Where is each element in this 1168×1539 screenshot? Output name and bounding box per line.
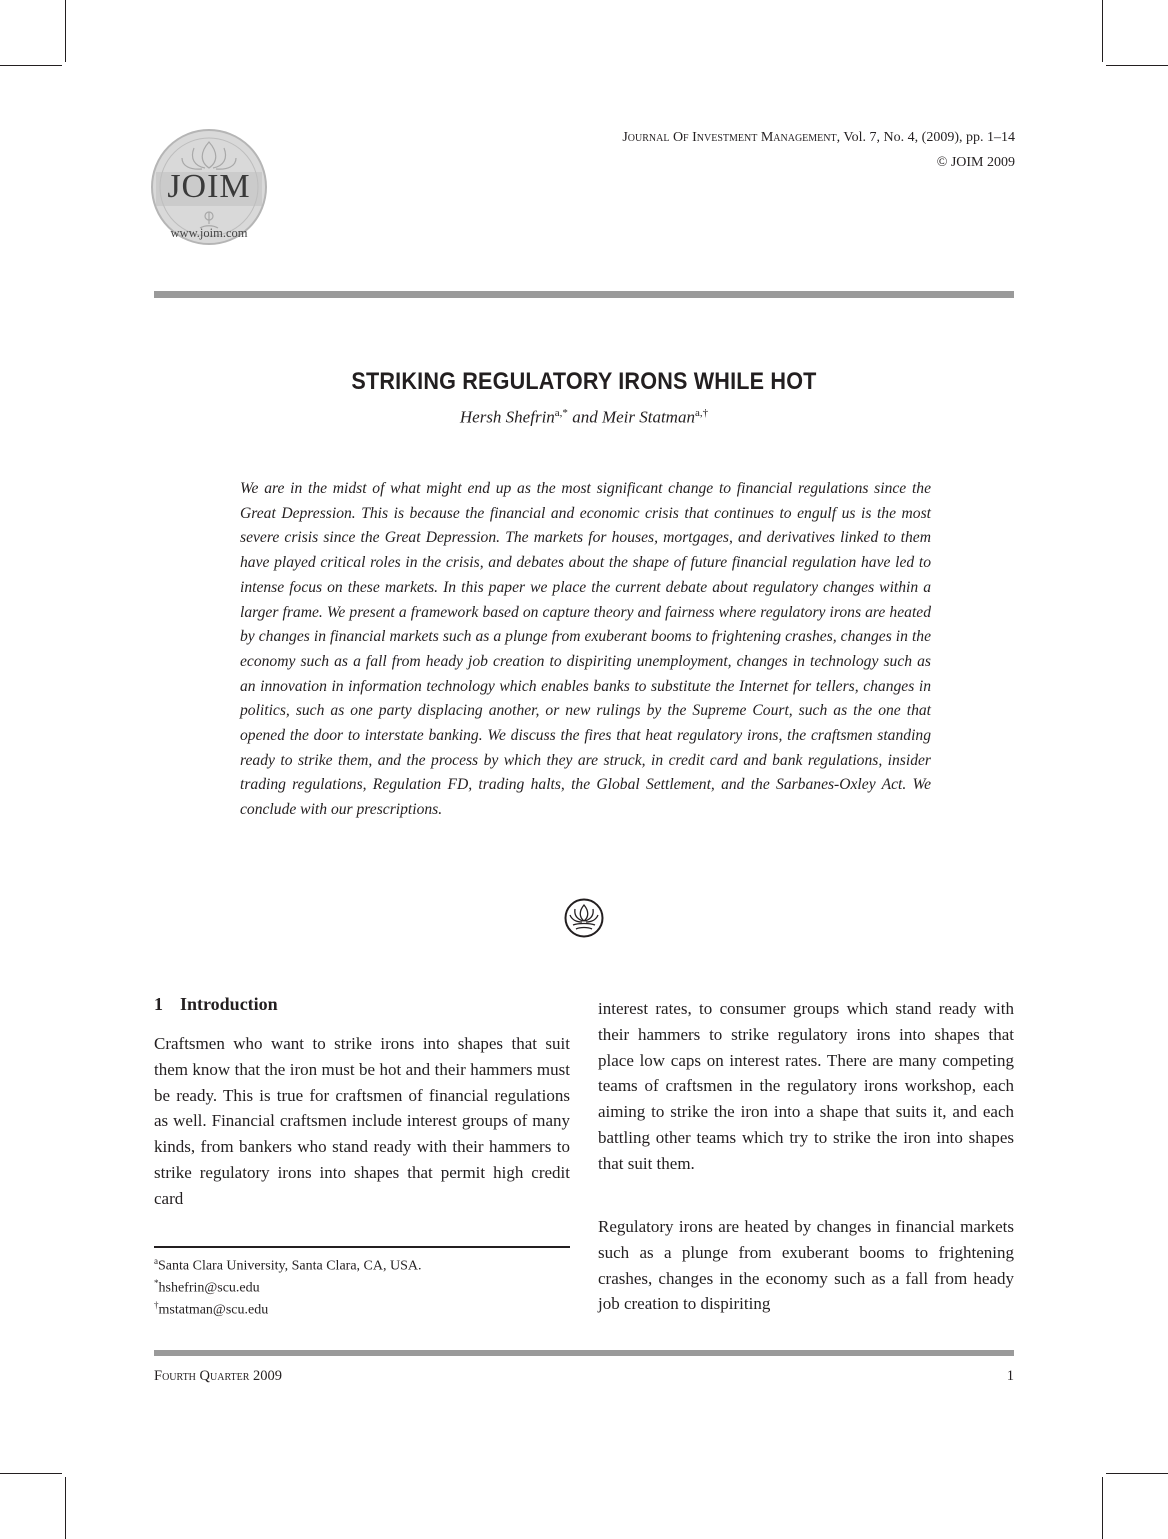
site-url: www.joim.com <box>170 226 248 240</box>
footnote-text: Santa Clara University, Santa Clara, CA, USA. <box>158 1258 422 1274</box>
citation-details: , Vol. 7, No. 4, (2009), pp. 1–14 <box>836 130 1015 145</box>
crop-mark <box>65 1477 66 1539</box>
crop-mark <box>65 0 66 62</box>
author-affiliation-mark: a,† <box>694 407 709 419</box>
logo-text: JOIM <box>167 168 251 205</box>
footnote-mark: * <box>154 1278 159 1288</box>
footnote-mark: † <box>154 1300 159 1310</box>
crop-mark <box>1106 65 1168 66</box>
author-line <box>154 407 1014 428</box>
body-paragraph: Craftsmen who want to strike irons into shapes that suit them know that the iron must be hot and their hammers must be ready. This is true for craftsmen of financial regulations as well. Financial craftsmen include interest groups of many kinds, from bankers who stand ready with their hammers to strike regulatory irons into shapes that permit high credit card <box>154 1034 570 1208</box>
journal-name: Journal Of Investment Management <box>622 130 837 145</box>
footnote-text: mstatman@scu.edu <box>158 1302 269 1318</box>
section-number: 1 <box>154 994 163 1014</box>
section-title: Introduction <box>180 994 278 1014</box>
crop-mark <box>1102 0 1103 62</box>
header-divider <box>154 291 1014 298</box>
crop-mark <box>1106 1473 1168 1474</box>
abstract: We are in the midst of what might end up as the most significant change to financial regulations since the Great Depression. This is because the financial and economic crisis that continues to engulf us is the most severe crisis since the Great Depression. The markets for houses, mortgages, and derivatives linked to them have played critical roles in the crisis, and debates about the shape of future financial regulation have led to intense focus on these markets. In this paper we place the current debate about regulatory changes within a larger frame. We present a framework based on capture theory and fairness where regulatory irons are heated by changes in financial markets such as a plunge from exuberant booms to frightening crashes, changes in the economy such as a fall from heady job creation to dispiriting unemployment, changes in technology such as an innovation in information technology which enables banks to substitute the Internet for tellers, changes in politics, such as one party displacing another, or new rulings by the Supreme Court, such as the one that opened the door to interstate banking. We discuss the fires that heat regulatory irons, the craftsmen standing ready to strike them, and the process by which they are struck, in credit card and bank regulations, insider trading regulations, Regulation FD, trading halts, the Global Settlement, and the Sarbanes-Oxley Act. We conclude with our prescriptions. <box>240 480 931 819</box>
footnote-email <box>154 1278 260 1297</box>
footnote-email <box>154 1300 268 1319</box>
article-title: STRIKING REGULATORY IRONS WHILE HOT <box>351 368 817 395</box>
footnote-divider <box>154 1246 570 1248</box>
footnote-mark: a <box>154 1256 158 1266</box>
lotus-ornament-icon <box>564 898 604 938</box>
issue-label: Fourth Quarter 2009 <box>154 1368 283 1384</box>
page-number: 1 <box>1006 1368 1014 1384</box>
author-name: Hersh Shefrin <box>459 407 555 427</box>
journal-citation <box>622 130 1015 146</box>
footnote-affiliation <box>154 1256 422 1275</box>
section-heading <box>154 994 278 1015</box>
body-paragraph: interest rates, to consumer groups which stand ready with their hammers to strike regulatory irons into shapes that place low caps on interest rates. There are many competing teams of craftsmen in the regulatory irons workshop, each aiming to strike the iron into a shape that suits it, and each battling other teams which try to strike the iron into shapes that suit them. <box>598 999 1014 1173</box>
author-conjunction: and <box>567 407 602 427</box>
author-affiliation-mark: a,* <box>554 407 568 419</box>
crop-mark <box>0 1473 62 1474</box>
crop-mark <box>0 65 62 66</box>
footnote-text: hshefrin@scu.edu <box>158 1280 260 1296</box>
footer-divider <box>154 1350 1014 1356</box>
copyright: © JOIM 2009 <box>936 155 1015 170</box>
author-name: Meir Statman <box>601 407 695 427</box>
body-paragraph: Regulatory irons are heated by changes in financial markets such as a plunge from exuberant booms to frightening crashes, changes in the economy such as a fall from heady job creation to dispiriting <box>598 1217 1014 1314</box>
crop-mark <box>1102 1477 1103 1539</box>
